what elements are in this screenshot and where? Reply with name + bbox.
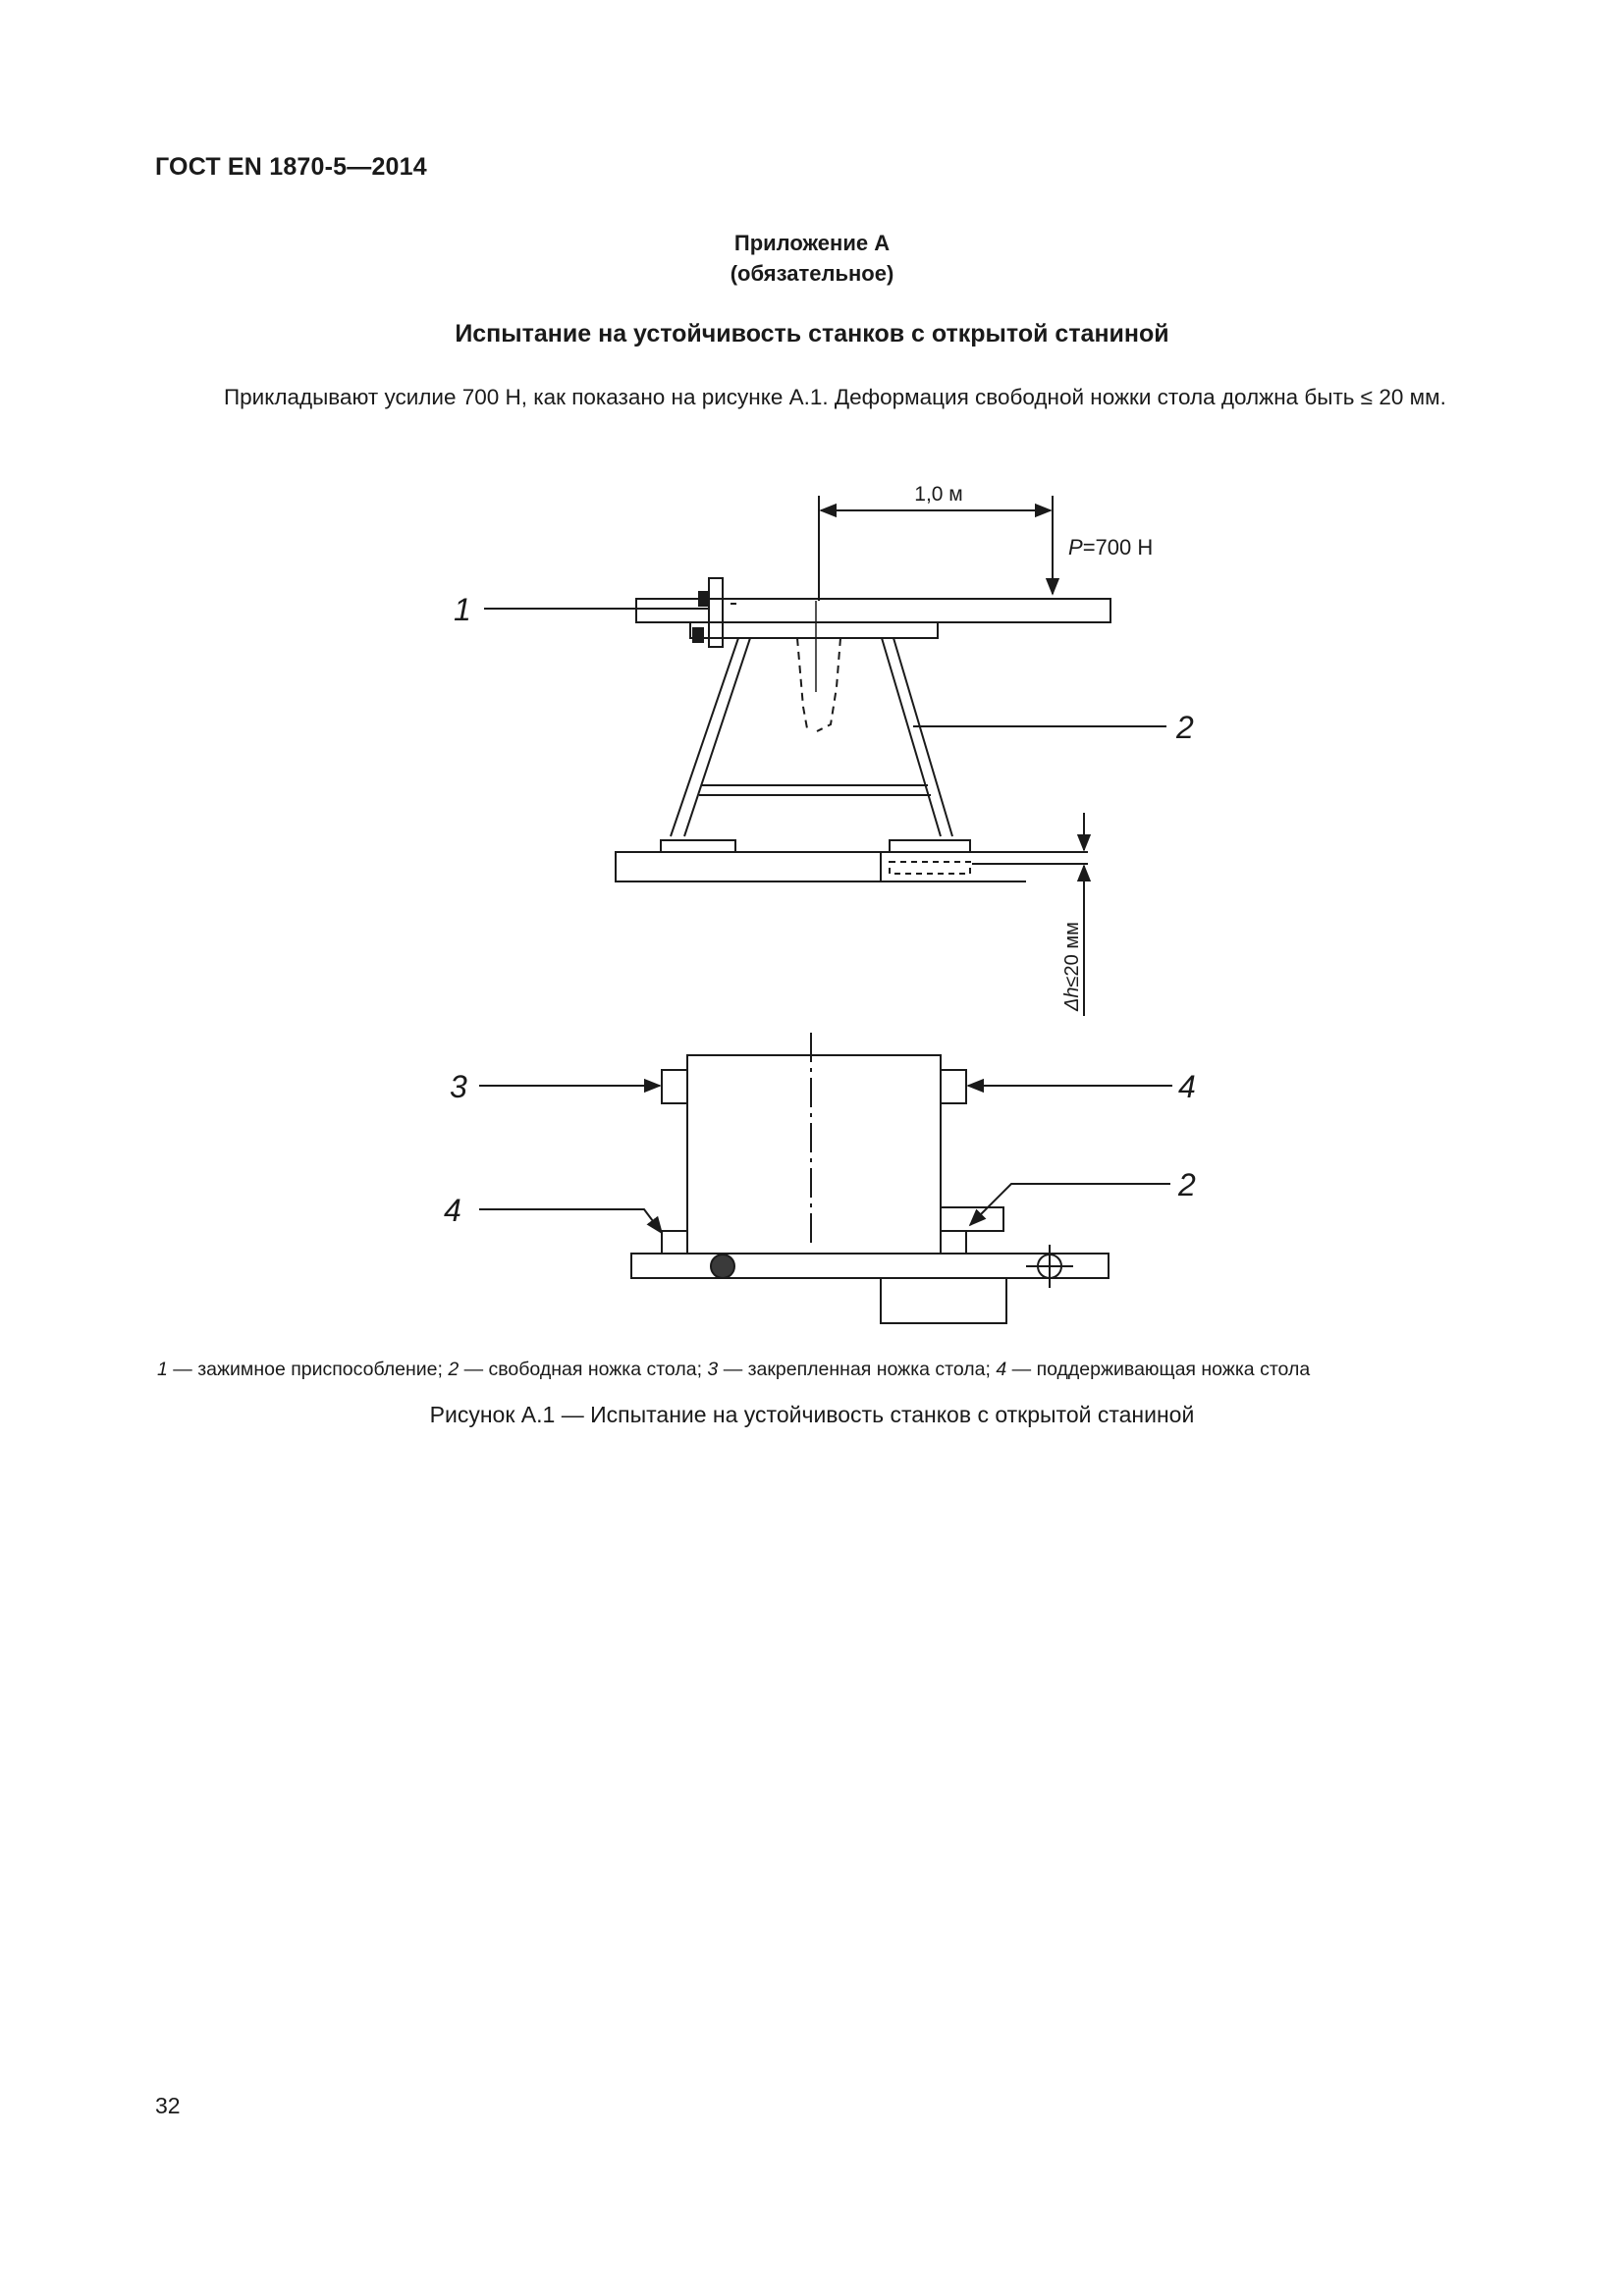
legend-num-4: 4: [996, 1359, 1007, 1380]
foot-pad-left: [661, 840, 735, 852]
machine-body: [687, 1055, 941, 1254]
left-leg-outer: [671, 638, 738, 836]
legend-text-1: — зажимное приспособление;: [167, 1359, 449, 1380]
legend-num-3: 3: [707, 1359, 719, 1380]
fixed-leg-3: [662, 1070, 687, 1103]
deflection-symbol: Δh: [1061, 987, 1083, 1011]
document-number-header: ГОСТ EN 1870-5—2014: [155, 153, 427, 181]
clamp-bolt: [709, 578, 723, 647]
callout-4-right: 4: [1178, 1069, 1196, 1104]
free-leg-2: [941, 1231, 966, 1254]
figure-legend: [157, 1359, 1310, 1381]
deflection-label: [1061, 922, 1083, 1012]
force-label: [1068, 535, 1153, 560]
callout-2-top: 2: [1176, 710, 1194, 745]
dimension-label: 1,0 м: [914, 483, 963, 506]
foot-pad-right: [890, 840, 970, 852]
legend-text-3: — закрепленная ножка стола;: [718, 1359, 997, 1380]
deflection-value: ≤20 мм: [1061, 922, 1083, 988]
legend-num-1: 1: [157, 1359, 168, 1380]
callout-4-left: 4: [444, 1193, 461, 1228]
legend-num-2: 2: [448, 1359, 460, 1380]
legend-text-2: — свободная ножка стола;: [459, 1359, 708, 1380]
section-title: Испытание на устойчивость станков с открытой станиной: [455, 320, 1169, 347]
force-symbol: P: [1068, 535, 1083, 560]
support-leg-4-left: [662, 1231, 687, 1254]
callout-2-bottom: 2: [1178, 1167, 1196, 1202]
figure-caption: Рисунок А.1 — Испытание на устойчивость станков с открытой станиной: [429, 1402, 1195, 1427]
body-paragraph: Прикладывают усилие 700 Н, как показано на рисунке А.1. Деформация свободной ножки стола должна быть ≤ 20 мм.: [224, 385, 1446, 409]
callout-3: 3: [450, 1069, 467, 1104]
left-leg-inner: [684, 638, 750, 836]
legend-text-4: — поддерживающая ножка стола: [1006, 1359, 1311, 1380]
callout-1: 1: [454, 592, 471, 627]
force-value: =700 Н: [1082, 535, 1154, 560]
base-plate: [616, 852, 881, 881]
annex-title: Приложение А: [733, 231, 891, 255]
deflection-dashed: [797, 638, 840, 731]
right-leg-inner: [882, 638, 941, 836]
deflected-pad-dashed: [890, 862, 970, 874]
pivot-circle: [711, 1255, 734, 1278]
support-leg-4-right: [941, 1070, 966, 1103]
table-lower-plate: [690, 622, 938, 638]
clamp-nut-top: [699, 592, 707, 606]
callout-2-bottom-leader: [970, 1184, 1170, 1225]
callout-4-left-leader: [479, 1209, 662, 1233]
right-leg-outer: [893, 638, 952, 836]
annex-status: (обязательное): [730, 261, 894, 286]
free-leg-bracket: [941, 1207, 1003, 1231]
page-number: 32: [155, 2093, 181, 2118]
lower-base-block: [881, 1278, 1006, 1323]
clamp-nut-bottom: [693, 628, 703, 642]
